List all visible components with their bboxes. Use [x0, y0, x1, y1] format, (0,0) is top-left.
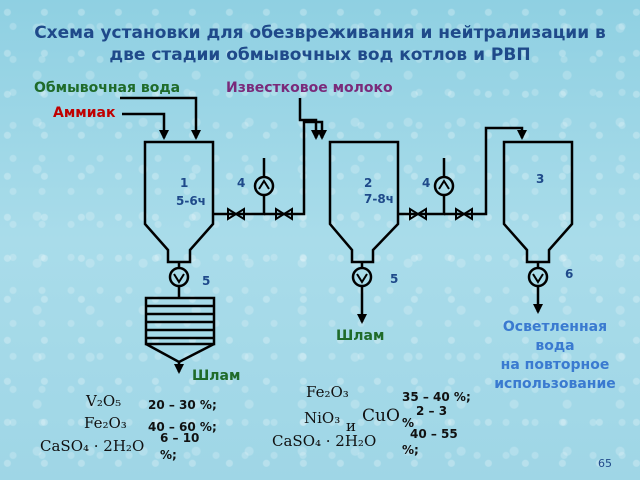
- comp1-pct-2: 40 – 60 %;: [148, 420, 217, 434]
- comp1-pct-1: 20 – 30 %;: [148, 398, 217, 412]
- comp2-pct-3: 40 – 55: [410, 427, 458, 441]
- clarified-line-3: на повторное: [500, 357, 610, 373]
- comp2-formula-2: NiO₃: [304, 409, 341, 427]
- pump-5a-label: 5: [202, 274, 211, 288]
- pump-4a-label: 4: [237, 176, 246, 190]
- tank-1-number: 1: [180, 176, 189, 190]
- comp1-pct-3a: 6 – 10: [160, 431, 200, 445]
- comp2-formula-4: CaSO₄ · 2H₂O: [272, 432, 377, 450]
- page-number: 65: [598, 457, 612, 470]
- comp1-formula-3: CaSO₄ · 2H₂O: [40, 437, 145, 455]
- clarified-line-2: вода: [535, 338, 575, 354]
- label-ammonia: Аммиак: [53, 105, 116, 121]
- tank-1-time: 5-6ч: [176, 194, 206, 208]
- transfer-line-1b: [264, 122, 322, 214]
- clarified-line-4: использование: [494, 376, 616, 392]
- comp2-formula-1: Fe₂O₃: [306, 383, 349, 401]
- comp2-pct-2: 2 – 3: [416, 404, 448, 418]
- comp2-pct-3b: %;: [402, 443, 419, 457]
- clarified-line-1: Осветленная: [502, 319, 608, 335]
- comp1-formula-1: V₂O₅: [86, 392, 122, 410]
- comp1-pct-3b: %;: [160, 448, 177, 462]
- tank-3: [504, 142, 572, 262]
- comp1-formula-2: Fe₂O₃: [84, 414, 127, 432]
- label-lime-milk: Известковое молоко: [226, 80, 393, 96]
- comp2-pct-1: 35 – 40 %;: [402, 390, 471, 404]
- tank-2-time: 7-8ч: [364, 192, 394, 206]
- title-line-1: Схема установки для обезвреживания и нейтрализации в: [34, 23, 606, 43]
- sludge-label-2: Шлам: [336, 328, 385, 344]
- pump-5b-label: 5: [390, 272, 399, 286]
- transfer-line-1: [213, 194, 264, 214]
- ammonia-pipe: [122, 114, 164, 138]
- pump-6-label: 6: [565, 267, 574, 281]
- label-washing-water: Обмывочная вода: [34, 80, 181, 96]
- title-line-2: две стадии обмывочных вод котлов и РВП: [109, 45, 531, 65]
- pump-4b-label: 4: [422, 176, 431, 190]
- tank-3-number: 3: [536, 172, 545, 186]
- washing-water-pipe: [120, 98, 196, 138]
- tank-2-number: 2: [364, 176, 373, 190]
- sludge-label-1: Шлам: [192, 368, 241, 384]
- lime-milk-pipe: [300, 98, 316, 138]
- clarified-water-label: [490, 318, 620, 394]
- comp2-formula-3: CuO: [362, 406, 400, 426]
- comp2-pct-2b: %: [402, 416, 415, 430]
- comp2-conj: и: [346, 417, 356, 435]
